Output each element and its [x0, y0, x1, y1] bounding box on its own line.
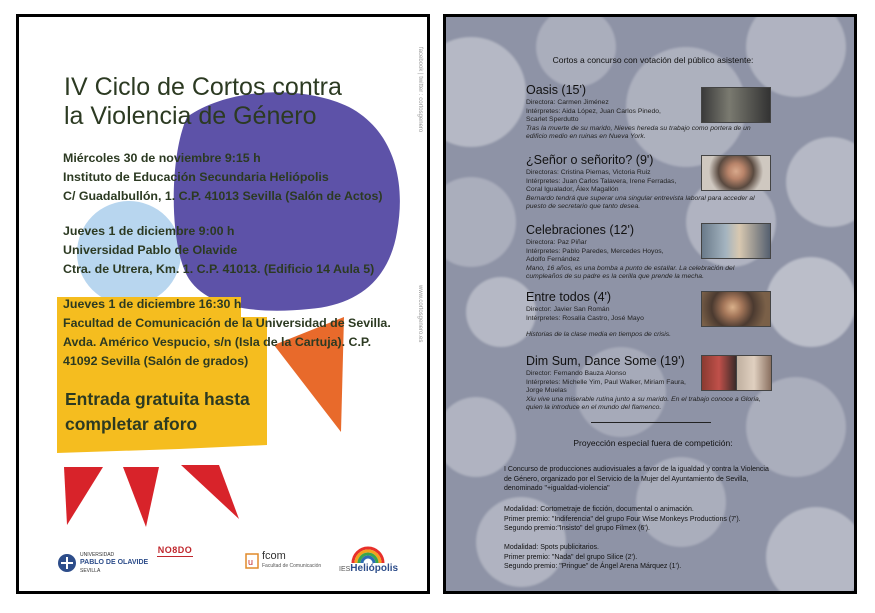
modality-spots-label: Modalidad: Spots publicitarios.: [504, 544, 599, 551]
film-spacer: [526, 323, 826, 331]
poster-panel: [16, 14, 430, 594]
film-oasis-thumbnail: [701, 87, 771, 123]
red-triangle-2: [123, 467, 159, 527]
modality-fiction-label: Modalidad: Cortometraje de ficción, documental o animación.: [504, 506, 694, 513]
event-3-venue: Facultad de Comunicación de la Universidad de Sevilla.: [63, 316, 391, 330]
film-entre-todos: [526, 290, 826, 340]
film-cast-cont: Scarlet Sperdutto: [526, 116, 579, 124]
film-cast: Intérpretes: Michelle Yim, Paul Walker, Miriam Faura,: [526, 378, 686, 386]
film-synopsis: Mano, 16 años, es una bomba a punto de estallar. La celebración del: [526, 264, 735, 272]
event-1-venue: Instituto de Educación Secundaria Heliópolis: [63, 170, 329, 184]
olavide-logo: [57, 551, 148, 575]
event-1-address: C/ Guadalbullón, 1. C.P. 41013 Sevilla (Salón de Actos): [63, 189, 383, 203]
nosdo-rule: [157, 556, 193, 567]
film-director: Director: Fernando Bauza Alonso: [526, 370, 627, 377]
modality-fiction-first: Primer premio: "Indiferencia" del grupo Four Wise Monkeys Productions (7').: [504, 515, 741, 523]
modality-fiction: [504, 505, 844, 534]
modality-spots-second: Segundo premio: "Pringue" de Ángel Arena Márquez (1').: [504, 563, 682, 570]
film-synopsis-cont: quien la introduce en el mundo del flamenco.: [526, 404, 662, 412]
rainbow-icon: [351, 545, 385, 563]
film-synopsis: Xiu vive una miserable rutina junto a su marido. En el trabajo conoce a Gloria,: [526, 395, 761, 403]
red-triangle-3: [181, 465, 239, 519]
nosdo-text: NO8DO: [157, 545, 193, 555]
event-2-venue: Universidad Pablo de Olavide: [63, 243, 238, 257]
title-line-1: IV Ciclo de Cortos contra: [64, 73, 342, 101]
film-cast: Intérpretes: Juan Carlos Talavera, Irene Ferradas,: [526, 177, 677, 185]
free-entry-line-2: completar aforo: [65, 414, 198, 434]
event-2: [63, 222, 374, 279]
olavide-main: PABLO DE OLAVIDE: [80, 559, 149, 566]
film-title: ¿Señor o señorito? (9'): [526, 153, 654, 167]
side-credit-web: www.cortosgenero.es: [417, 285, 423, 343]
title-line-2: la Violencia de Género: [64, 102, 317, 130]
ies-main: Heliópolis: [350, 563, 399, 574]
film-synopsis: Tras la muerte de su marido, Nieves hereda su trabajo como portera de un: [526, 124, 751, 132]
film-director: Directora: Carmen Jiménez: [526, 99, 609, 106]
special-screening-header: Proyección especial fuera de competición:: [573, 438, 733, 448]
film-cast: Intérpretes: Pablo Paredes, Mercedes Hoyos,: [526, 247, 664, 255]
olavide-small: UNIVERSIDAD: [80, 552, 115, 558]
film-synopsis-cont: puesto de secretario que tanto desea.: [526, 203, 641, 211]
contest-description: [504, 465, 844, 494]
film-synopsis-cont: edificio medio en ruinas en Nueva York.: [526, 133, 646, 141]
ies-prefix: IES: [339, 566, 351, 573]
section-divider: [591, 422, 711, 423]
poster-title: [64, 73, 404, 131]
free-entry-line-1: Entrada gratuita hasta: [65, 389, 250, 409]
fcom-text: fcom: [262, 550, 286, 562]
film-title: Celebraciones (12'): [526, 223, 634, 237]
event-2-address: Ctra. de Utrera, Km. 1. C.P. 41013. (Edificio 14 Aula 5): [63, 262, 375, 276]
film-director: Directoras: Cristina Piernas, Victoria Ruiz: [526, 169, 651, 176]
film-cast: Intérpretes: Aida López, Juan Carlos Pinedo,: [526, 107, 661, 115]
modality-spots: [504, 543, 844, 572]
event-3-address: Avda. Américo Vespucio, s/n (Isla de la Cartuja). C.P.: [63, 335, 372, 349]
contest-line-1: I Concurso de producciones audiovisuales a favor de la igualdad y contra la Violencia: [504, 466, 769, 473]
film-director: Director: Javier San Román: [526, 306, 610, 313]
film-title: Entre todos (4'): [526, 290, 612, 304]
film-oasis: [526, 83, 826, 142]
event-3-city: 41092 Sevilla (Salón de grados): [63, 354, 249, 368]
fcom-sub: Facultad de Comunicación: [262, 563, 322, 569]
film-cast-cont: Adolfo Fernández: [526, 256, 580, 264]
red-triangle-1: [64, 467, 103, 525]
film-entre-todos-thumbnail: [701, 291, 771, 327]
olavide-emblem-icon: [57, 553, 77, 573]
event-3: [63, 295, 391, 371]
free-entry-notice: [65, 387, 250, 437]
contest-line-2: de Género, organizado por el Servicio de la Mujer del Ayuntamiento de Sevilla,: [504, 475, 749, 483]
event-1-date: Miércoles 30 de noviembre 9:15 h: [63, 151, 261, 165]
film-synopsis: Historias de la clase media en tiempos de crisis.: [526, 331, 672, 339]
film-synopsis: Bernardo tendrá que superar una singular entrevista laboral para acceder al: [526, 194, 755, 202]
side-credit-social: facebook | twitter : cortosgenero: [417, 47, 423, 133]
film-cast-cont: Coral Igualador, Álex Magallón: [526, 186, 619, 194]
film-cast: Intérpretes: Rosalía Castro, José Mayo: [526, 314, 644, 322]
film-senor: [526, 153, 826, 212]
film-cast-cont: Jorge Muelas: [526, 387, 567, 395]
film-dim-sum-thumbnail-1: [701, 355, 737, 391]
fcom-emblem-icon: [245, 553, 259, 569]
event-2-date: Jueves 1 de diciembre 9:00 h: [63, 224, 235, 238]
film-dim-sum-thumbnail-2: [736, 355, 772, 391]
program-panel: [443, 14, 857, 594]
film-dim-sum: [526, 354, 846, 413]
event-1: [63, 149, 383, 206]
program-header: Cortos a concurso con votación del público asistente:: [552, 55, 754, 65]
modality-fiction-second: Segundo premio:"Insisto" del grupo Filmex (6').: [504, 525, 650, 532]
contest-line-3: denominado "+igualdad-violencia": [504, 485, 610, 492]
film-title: Dim Sum, Dance Some (19'): [526, 354, 685, 368]
film-title: Oasis (15'): [526, 83, 587, 97]
olavide-sub: SEVILLA: [80, 568, 101, 574]
film-director: Directora: Paz Piñar: [526, 239, 587, 246]
film-senor-thumbnail: [701, 155, 771, 191]
film-celebraciones-thumbnail: [701, 223, 771, 259]
nosdo-logo: [157, 545, 193, 567]
svg-text:u: u: [248, 557, 254, 567]
film-synopsis-cont: cumpleaños de su padre es la cerilla que prende la mecha.: [526, 273, 704, 281]
film-celebraciones: [526, 223, 826, 282]
modality-spots-first: Primer premio: "Nada" del grupo Silice (2').: [504, 553, 638, 561]
event-3-date: Jueves 1 de diciembre 16:30 h: [63, 297, 242, 311]
ies-heliopolis-logo: [339, 545, 398, 574]
fcom-logo: [245, 551, 321, 571]
